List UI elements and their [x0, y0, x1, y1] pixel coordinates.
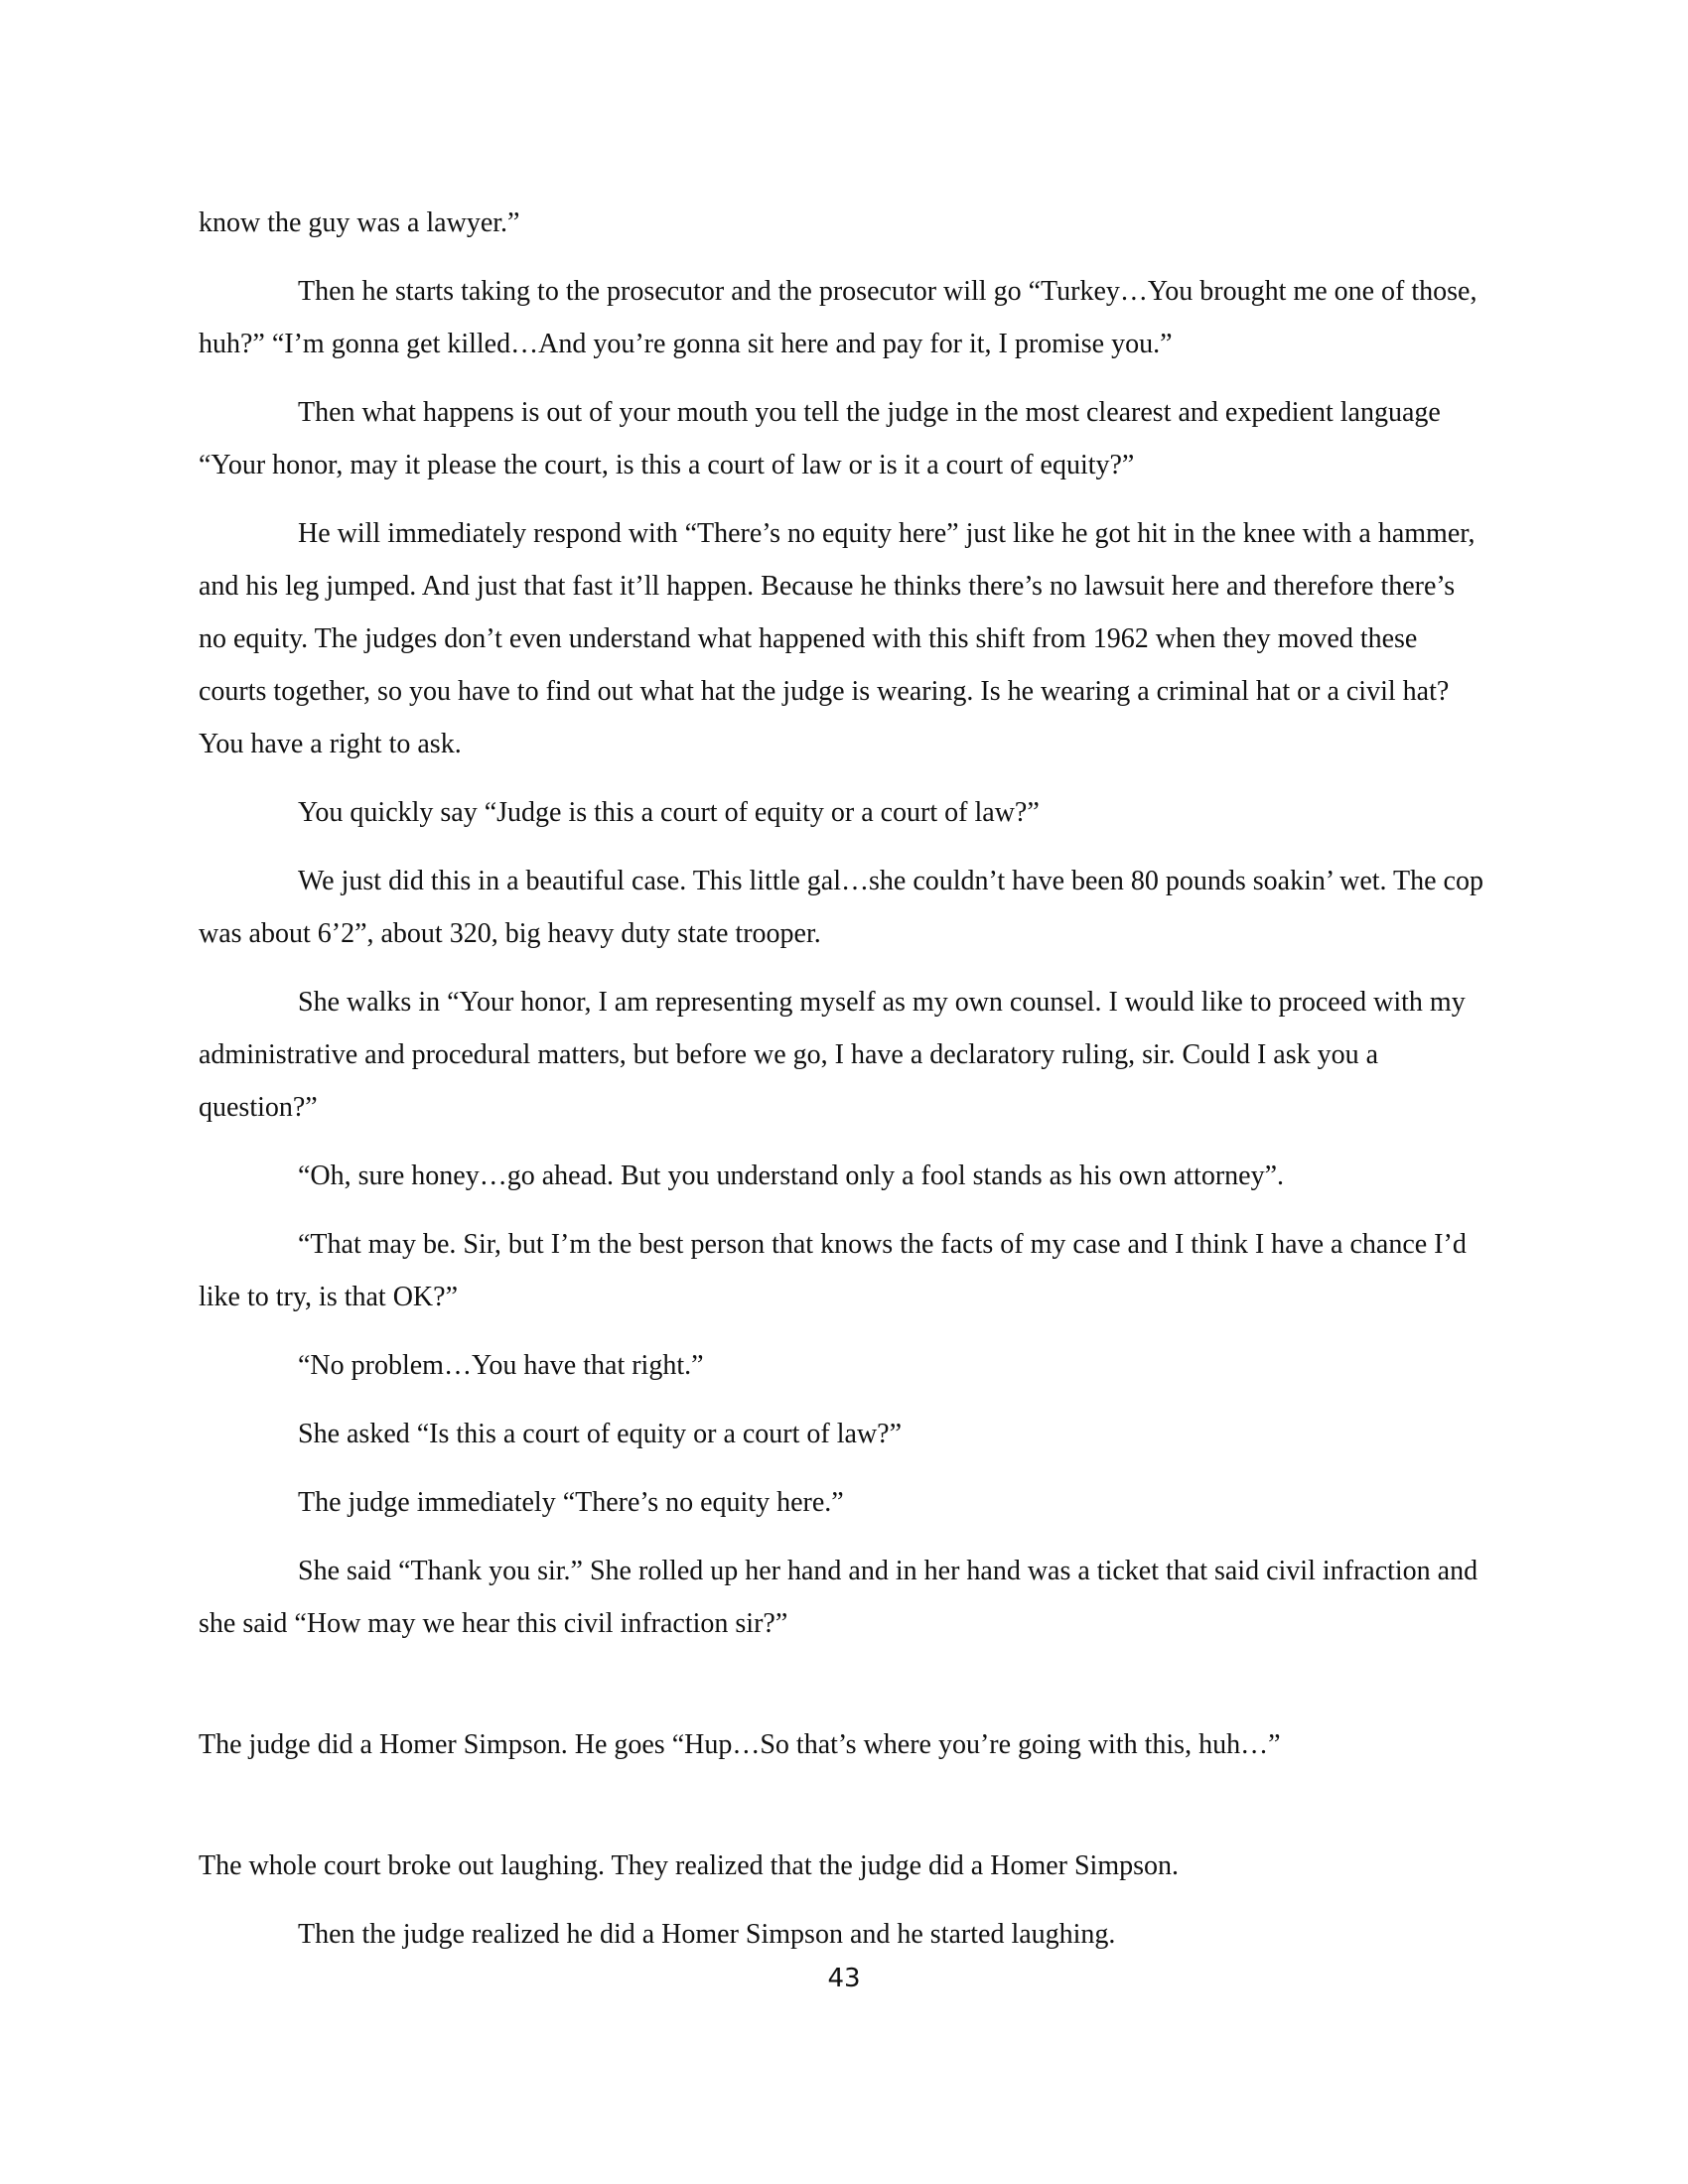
paragraph-court-of-law-question: Then what happens is out of your mouth you tell the judge in the most clearest and expedient language “Your honor, may it please the court, is this a court of law or is it a court of equity?”: [199, 397, 1441, 480]
paragraph-sure-honey: “Oh, sure honey…go ahead. But you understand only a fool stands as his own attorney”.: [298, 1160, 1285, 1191]
paragraph-quickly-say: You quickly say “Judge is this a court of equity or a court of law?”: [298, 797, 1040, 828]
paragraph-continuation: know the guy was a lawyer.”: [199, 207, 520, 238]
paragraph-judge-laughing: Then the judge realized he did a Homer Simpson and he started laughing.: [298, 1919, 1116, 1950]
paragraph-homer-simpson: The judge did a Homer Simpson. He goes “Hup…So that’s where you’re going with this, huh…”: [199, 1729, 1281, 1760]
page-number: 43: [827, 1964, 861, 1993]
paragraph-no-equity-response: He will immediately respond with “There’s no equity here” just like he got hit in the knee with a hammer, and his leg jumped. And just that fast it’ll happen. Because he thinks there’s no lawsuit here and therefore there’s no equity. The judges don’t even understand what happened with this shift from 1962 when they moved these courts together, so you have to find out what hat the judge is wearing. Is he wearing a criminal hat or a civil hat? You have a right to ask.: [199, 518, 1476, 759]
paragraph-thank-you-sir: She said “Thank you sir.” She rolled up her hand and in her hand was a ticket that said civil infraction and she said “How may we hear this civil infraction sir?”: [199, 1556, 1478, 1639]
paragraph-that-may-be: “That may be. Sir, but I’m the best person that knows the facts of my case and I think I have a chance I’d like to try, is that OK?”: [199, 1229, 1467, 1312]
paragraph-court-laughing: The whole court broke out laughing. They realized that the judge did a Homer Simpson.: [199, 1850, 1180, 1881]
paragraph-no-problem: “No problem…You have that right.”: [298, 1350, 704, 1381]
body-text: [199, 197, 1489, 1977]
paragraph-prosecutor-turkey: Then he starts taking to the prosecutor and the prosecutor will go “Turkey…You brought me one of those, huh?” “I’m gonna get killed…And you’re gonna sit here and pay for it, I promise you.”: [199, 276, 1477, 359]
paragraph-she-asked: She asked “Is this a court of equity or a court of law?”: [298, 1419, 903, 1449]
paragraph-she-walks-in: She walks in “Your honor, I am representing myself as my own counsel. I would like to proceed with my administrative and procedural matters, but before we go, I have a declaratory ruling, sir. Could I ask you a question?”: [199, 987, 1466, 1123]
paragraph-judge-immediately: The judge immediately “There’s no equity here.”: [298, 1487, 844, 1518]
paragraph-beautiful-case: We just did this in a beautiful case. This little gal…she couldn’t have been 80 pounds soakin’ wet. The cop was about 6’2”, about 320, big heavy duty state trooper.: [199, 866, 1483, 949]
